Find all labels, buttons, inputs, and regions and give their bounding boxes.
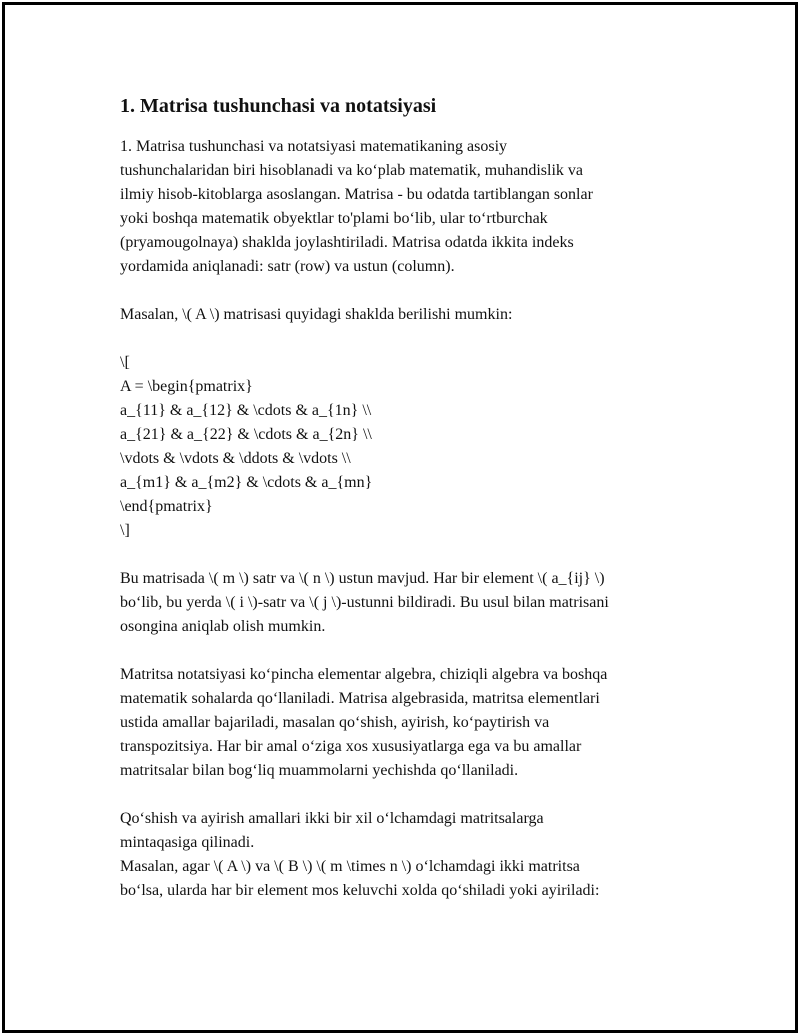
latex-matrix-block: [120, 351, 720, 543]
paragraph-matrix-desc: [120, 567, 720, 639]
latex-line: \]: [120, 522, 130, 539]
paragraph-addition: [120, 807, 720, 903]
text-line: matritsalar bilan bogʻliq muammolarni yechishda qoʻllaniladi.: [120, 762, 519, 779]
latex-line: a_{m1} & a_{m2} & \cdots & a_{mn}: [120, 474, 373, 491]
text-line: matematik sohalarda qoʻllaniladi. Matrisa algebrasida, matritsa elementlari: [120, 690, 600, 707]
page-title: 1. Matrisa tushunchasi va notatsiyasi: [120, 95, 437, 117]
paragraph-notation: [120, 663, 720, 783]
paragraph-gap: [120, 279, 720, 303]
text-line: (pryamougolnaya) shaklda joylashtiriladi. Matrisa odatda ikkita indeks: [120, 234, 574, 251]
paragraph-intro: [120, 135, 720, 279]
text-line: Matritsa notatsiyasi koʻpincha elementar algebra, chiziqli algebra va boshqa: [120, 666, 608, 683]
text-line: Masalan, \( A \) matrisasi quyidagi shaklda berilishi mumkin:: [120, 306, 513, 323]
paragraph-gap: [120, 543, 720, 567]
latex-line: \[: [120, 354, 130, 371]
text-line: yoki boshqa matematik obyektlar to'plami boʻlib, ular toʻrtburchak: [120, 210, 548, 227]
text-line: ustida amallar bajariladi, masalan qoʻshish, ayirish, koʻpaytirish va: [120, 714, 550, 731]
text-line: yordamida aniqlanadi: satr (row) va ustun (column).: [120, 258, 455, 275]
latex-line: a_{11} & a_{12} & \cdots & a_{1n} \\: [120, 402, 372, 419]
paragraph-gap: [120, 327, 720, 351]
text-line: 1. Matrisa tushunchasi va notatsiyasi matematikaning asosiy: [120, 138, 508, 155]
text-line: transpozitsiya. Har bir amal oʻziga xos xususiyatlarga ega va bu amallar: [120, 738, 582, 755]
document-body: [120, 93, 720, 903]
latex-line: \end{pmatrix}: [120, 498, 213, 515]
paragraph-gap: [120, 639, 720, 663]
text-line: ilmiy hisob-kitoblarga asoslangan. Matrisa - bu odatda tartiblangan sonlar: [120, 186, 593, 203]
latex-line: \vdots & \vdots & \ddots & \vdots \\: [120, 450, 351, 467]
text-line: Masalan, agar \( A \) va \( B \) \( m \times n \) oʻlchamdagi ikki matritsa: [120, 858, 580, 875]
text-line: mintaqasiga qilinadi.: [120, 834, 255, 851]
latex-line: a_{21} & a_{22} & \cdots & a_{2n} \\: [120, 426, 372, 443]
text-line: Qoʻshish va ayirish amallari ikki bir xil oʻlchamdagi matritsalarga: [120, 810, 544, 827]
latex-line: A = \begin{pmatrix}: [120, 378, 253, 395]
paragraph-gap: [120, 783, 720, 807]
paragraph-example: [120, 303, 720, 327]
text-line: tushunchalaridan biri hisoblanadi va koʻplab matematik, muhandislik va: [120, 162, 583, 179]
text-line: boʻlib, bu yerda \( i \)-satr va \( j \)-ustunni bildiradi. Bu usul bilan matrisani: [120, 594, 609, 611]
text-line: boʻlsa, ularda har bir element mos keluvchi xolda qoʻshiladi yoki ayiriladi:: [120, 882, 600, 899]
text-line: Bu matrisada \( m \) satr va \( n \) ustun mavjud. Har bir element \( a_{ij} \): [120, 570, 605, 587]
text-line: osongina aniqlab olish mumkin.: [120, 618, 326, 635]
page-frame: [2, 2, 798, 1033]
